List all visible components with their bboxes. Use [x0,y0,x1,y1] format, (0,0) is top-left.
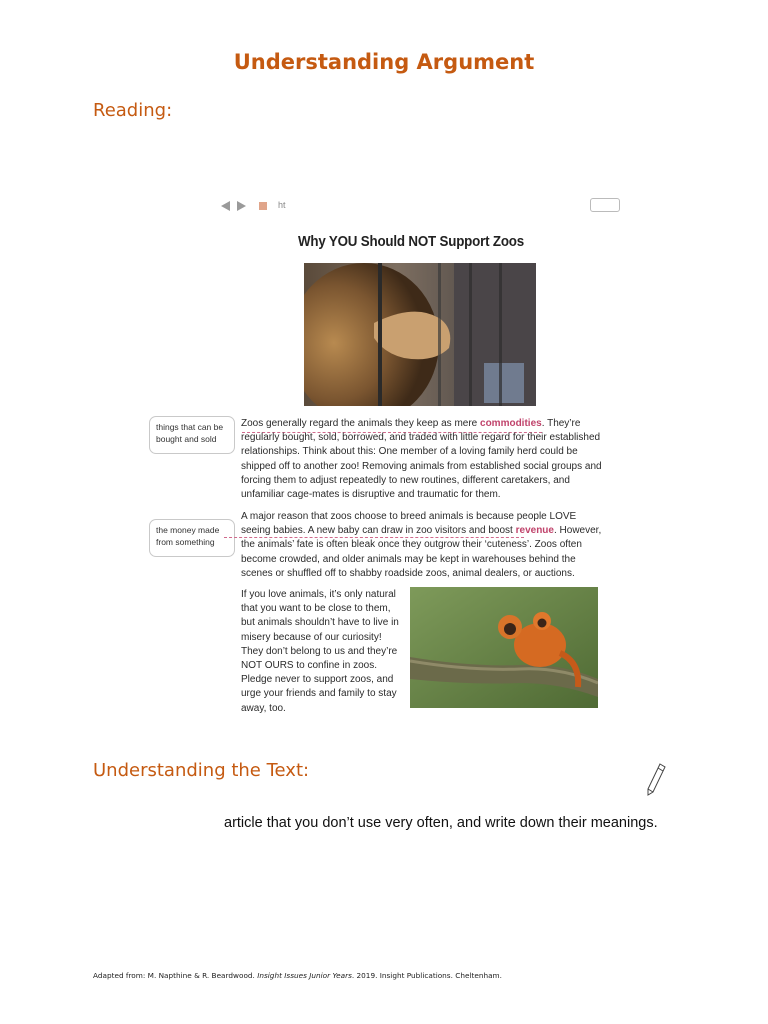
url-text: ht [278,200,286,210]
highlight-revenue: revenue [515,525,554,537]
lion-photo [304,263,536,406]
article-paragraph: Zoos generally regard the animals they keep as mere commodities. They’re regularly bought, sold, borrowed, and traded with little regard for their established relationships. Think about this: One member of a loving family herd could be shipped off to another zoo! Removing animals from established social groups and forcing them to adjust repeatedly to new routines, different caretakers, and unfamiliar cage-mates is disruptive and traumatic for them. [241,418,602,501]
margin-note-commodities: things that can be bought and sold [149,416,235,454]
article-title: Why YOU Should NOT Support Zoos [298,234,525,250]
highlight-commodities: commodities [480,418,542,429]
pencil-icon [645,762,667,798]
back-arrow-icon [221,201,230,211]
margin-note-revenue: the money made from something [149,519,235,557]
reading-heading: Reading: [93,100,173,121]
article-paragraph: A major reason that zoos choose to breed animals is because people LOVE seeing babies. A new baby can draw in zoo visitors and boost revenue. However, the animals’ fate is often bleak once they outgrow their ‘cuteness’. Zoos often become crowded, and older animals may be kept in warehouses behind the scenes or shuffled off to shabby roadside zoos, animal dealers, or auctions. [241,511,602,579]
forward-arrow-icon [237,201,246,211]
page-title: Understanding Argument [233,50,535,74]
source-footer: Adapted from: M. Napthine & R. Beardwood. Insight Issues Junior Years. 2019. Insight Publications. Cheltenham. [93,971,502,980]
article-paragraph: If you love animals, it’s only natural that you want to be close to them, but animals shouldn’t have to live in misery because of our curiosity! They don’t belong to us and they’re NOT OURS to confine in zoos. Pledge never to support zoos, and urge your friends and family to stay away, too. [241,589,399,714]
understanding-heading: Understanding the Text: [93,760,310,781]
monkey-photo [410,587,598,708]
search-box [590,198,620,212]
instruction-text: article that you don’t use very often, and write down their meanings. [224,815,658,831]
favicon-icon [259,202,267,210]
